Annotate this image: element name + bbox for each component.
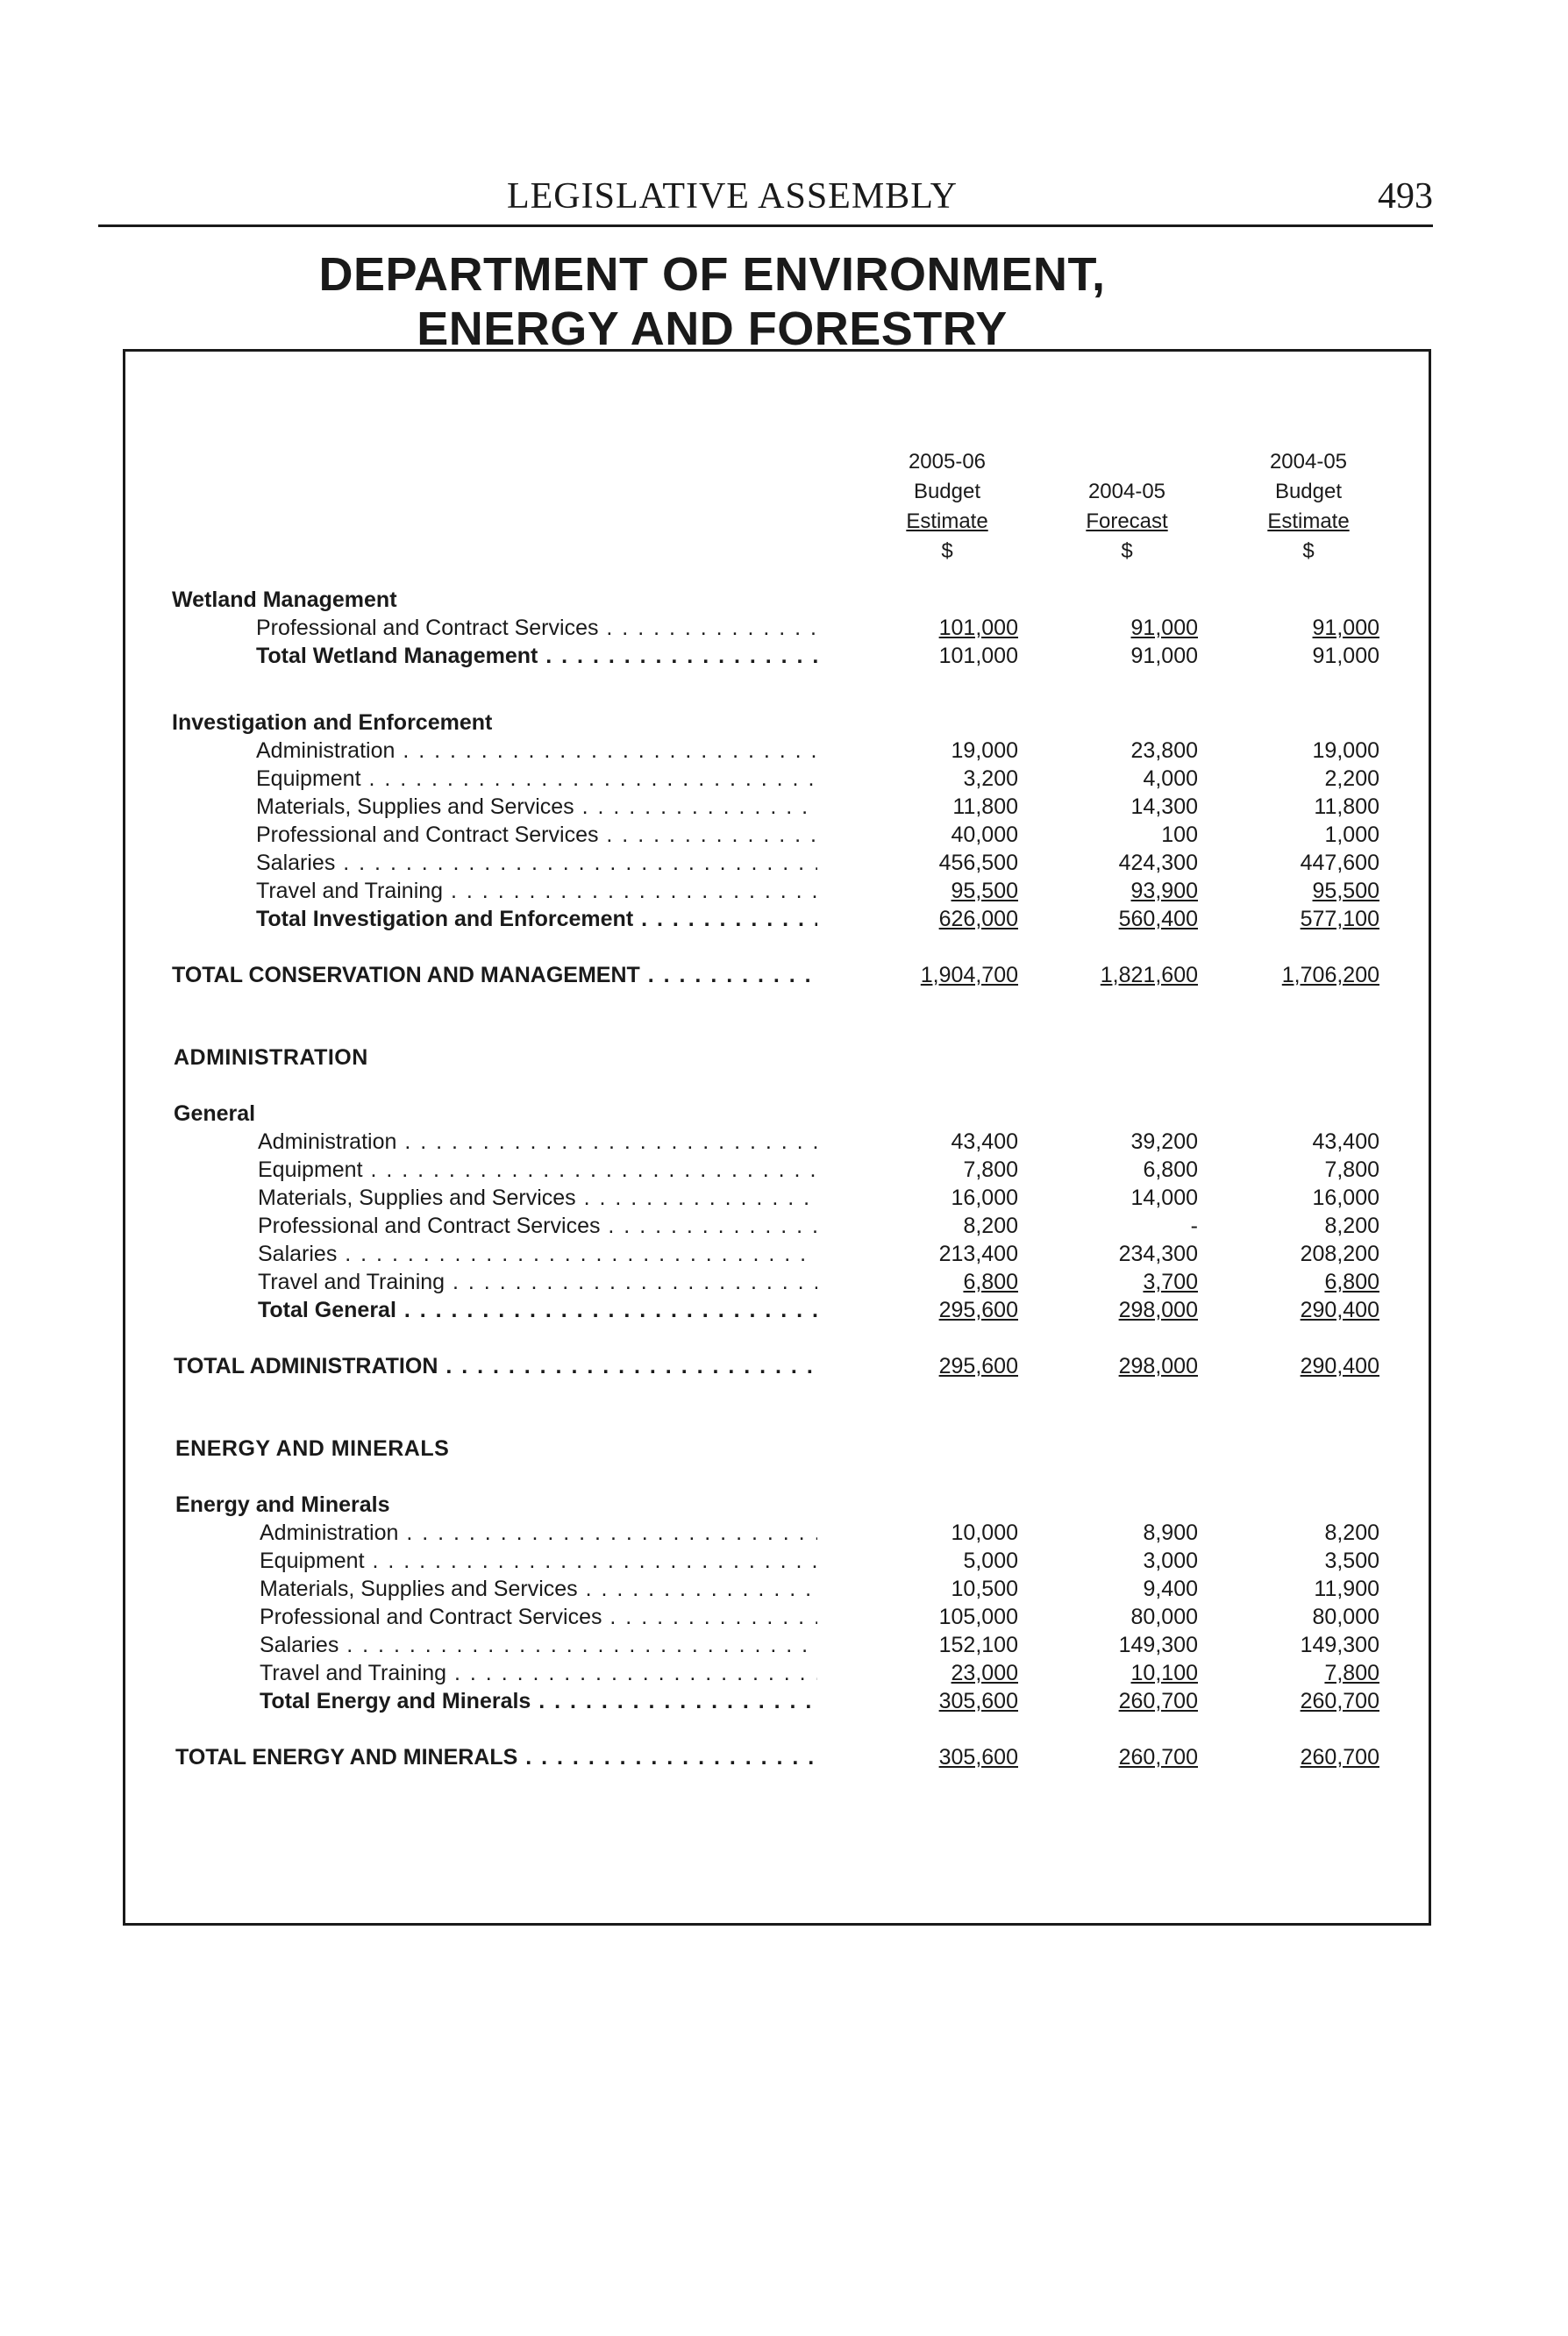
column-header-line	[1022, 447, 1232, 477]
value-2005-06: 23,000	[951, 1661, 1018, 1685]
value-2004-05-forecast: 6,800	[1143, 1157, 1198, 1182]
table-row	[0, 1184, 1568, 1212]
row-label: Equipment . . .	[258, 1156, 817, 1184]
running-head	[98, 175, 1433, 227]
section-heading-energy-minerals: Energy and Minerals	[175, 1492, 390, 1517]
table-row	[0, 821, 1568, 849]
value-2005-06: 101,000	[938, 616, 1018, 640]
column-header-line: $	[941, 539, 953, 563]
value-2004-05-forecast: 91,000	[1130, 644, 1198, 668]
department-title	[0, 247, 1568, 356]
value-2004-05-forecast: 3,700	[1143, 1270, 1198, 1294]
value-2005-06: 3,200	[963, 766, 1018, 791]
value-2005-06: 10,500	[951, 1577, 1018, 1601]
row-label: Administration . . .	[258, 1128, 817, 1156]
value-2005-06: 5,000	[963, 1549, 1018, 1573]
value-2004-05-forecast: 260,700	[1118, 1689, 1198, 1713]
value-2005-06: 10,000	[951, 1521, 1018, 1545]
value-2004-05-forecast: 9,400	[1143, 1577, 1198, 1601]
column-header-line: Estimate	[1267, 509, 1350, 533]
department-title-line1: DEPARTMENT OF ENVIRONMENT,	[318, 248, 1106, 301]
table-row-grand-total	[0, 961, 1568, 989]
table-row	[0, 614, 1568, 642]
value-2004-05-estimate: 91,000	[1312, 644, 1379, 668]
value-2004-05-estimate: 91,000	[1312, 616, 1379, 640]
value-2004-05-forecast: 298,000	[1118, 1298, 1198, 1322]
table-row-total	[0, 1687, 1568, 1715]
row-label: Salaries . . .	[260, 1631, 817, 1659]
value-2005-06: 456,500	[938, 851, 1018, 875]
value-2005-06: 295,600	[938, 1354, 1018, 1378]
table-row-total	[0, 1296, 1568, 1324]
row-label: Equipment . . .	[256, 765, 817, 793]
table-row-total	[0, 642, 1568, 670]
row-label: Travel and Training . . .	[256, 877, 817, 905]
column-header-2005-06-estimate	[842, 447, 1052, 566]
table-row	[0, 737, 1568, 765]
value-2005-06: 8,200	[963, 1214, 1018, 1238]
value-2005-06: 43,400	[951, 1129, 1018, 1154]
row-label: Professional and Contract Services . . .	[256, 614, 817, 642]
value-2005-06: 626,000	[938, 907, 1018, 931]
value-2004-05-estimate: 7,800	[1324, 1661, 1379, 1685]
row-label: Total Wetland Management . . .	[256, 642, 817, 670]
value-2004-05-forecast: 80,000	[1130, 1605, 1198, 1629]
value-2005-06: 1,904,700	[920, 963, 1018, 987]
value-2004-05-forecast: 100	[1161, 823, 1198, 847]
table-row	[0, 849, 1568, 877]
value-2004-05-forecast: 424,300	[1118, 851, 1198, 875]
value-2004-05-forecast: 234,300	[1118, 1242, 1198, 1266]
row-label: Equipment . . .	[260, 1547, 817, 1575]
value-2004-05-forecast: -	[1190, 1214, 1198, 1238]
value-2004-05-estimate: 2,200	[1324, 766, 1379, 791]
row-label: Salaries . . .	[258, 1240, 817, 1268]
value-2004-05-estimate: 43,400	[1312, 1129, 1379, 1154]
column-header-2004-05-forecast	[1022, 447, 1232, 566]
value-2004-05-forecast: 260,700	[1118, 1745, 1198, 1770]
value-2004-05-forecast: 149,300	[1118, 1633, 1198, 1657]
column-header-2004-05-estimate	[1203, 447, 1414, 566]
value-2004-05-forecast: 4,000	[1143, 766, 1198, 791]
column-header-line: Budget	[913, 480, 981, 503]
department-title-line2: ENERGY AND FORESTRY	[417, 303, 1008, 355]
value-2004-05-forecast: 91,000	[1130, 616, 1198, 640]
table-row	[0, 1575, 1568, 1603]
section-heading-wetland: Wetland Management	[172, 588, 397, 612]
value-2004-05-estimate: 149,300	[1300, 1633, 1379, 1657]
table-row	[0, 1128, 1568, 1156]
value-2005-06: 40,000	[951, 823, 1018, 847]
column-header-line: Forecast	[1086, 509, 1168, 533]
value-2004-05-estimate: 1,000	[1324, 823, 1379, 847]
table-row	[0, 1268, 1568, 1296]
value-2005-06: 305,600	[938, 1745, 1018, 1770]
value-2004-05-estimate: 16,000	[1312, 1186, 1379, 1210]
value-2004-05-estimate: 80,000	[1312, 1605, 1379, 1629]
value-2004-05-estimate: 8,200	[1324, 1521, 1379, 1545]
row-label: Materials, Supplies and Services . . .	[258, 1184, 817, 1212]
section-title-administration: ADMINISTRATION	[174, 1045, 368, 1070]
table-row	[0, 1156, 1568, 1184]
table-row	[0, 1240, 1568, 1268]
value-2005-06: 19,000	[951, 738, 1018, 763]
column-header-line: 2004-05	[1087, 480, 1166, 503]
row-label: Administration . . .	[260, 1519, 817, 1547]
row-label: Administration . . .	[256, 737, 817, 765]
column-header-line: $	[1302, 539, 1315, 563]
row-label: Travel and Training . . .	[258, 1268, 817, 1296]
value-2004-05-estimate: 208,200	[1300, 1242, 1379, 1266]
value-2004-05-estimate: 95,500	[1312, 879, 1379, 903]
row-label: Professional and Contract Services . . .	[256, 821, 817, 849]
value-2004-05-forecast: 298,000	[1118, 1354, 1198, 1378]
value-2005-06: 16,000	[951, 1186, 1018, 1210]
table-row	[0, 1631, 1568, 1659]
section-heading-investigation: Investigation and Enforcement	[172, 710, 493, 735]
value-2004-05-forecast: 10,100	[1130, 1661, 1198, 1685]
row-label: TOTAL ADMINISTRATION . . .	[174, 1352, 817, 1380]
value-2004-05-forecast: 1,821,600	[1100, 963, 1198, 987]
value-2004-05-forecast: 560,400	[1118, 907, 1198, 931]
table-row	[0, 765, 1568, 793]
column-header-line: 2005-06	[908, 450, 987, 474]
table-row	[0, 1212, 1568, 1240]
value-2004-05-estimate: 260,700	[1300, 1745, 1379, 1770]
page-number: 493	[1378, 176, 1433, 217]
table-row-grand-total	[0, 1352, 1568, 1380]
value-2005-06: 105,000	[938, 1605, 1018, 1629]
table-row	[0, 1659, 1568, 1687]
value-2004-05-estimate: 6,800	[1324, 1270, 1379, 1294]
value-2004-05-estimate: 7,800	[1324, 1157, 1379, 1182]
value-2004-05-estimate: 447,600	[1300, 851, 1379, 875]
row-label: TOTAL CONSERVATION AND MANAGEMENT . . .	[172, 961, 817, 989]
value-2005-06: 305,600	[938, 1689, 1018, 1713]
value-2005-06: 7,800	[963, 1157, 1018, 1182]
value-2004-05-forecast: 14,300	[1130, 794, 1198, 819]
value-2004-05-estimate: 11,900	[1314, 1577, 1379, 1601]
row-label: Total General . . .	[258, 1296, 817, 1324]
row-label: Professional and Contract Services . . .	[258, 1212, 817, 1240]
column-header-line: Budget	[1274, 480, 1343, 503]
table-row	[0, 1603, 1568, 1631]
section-heading-general: General	[174, 1101, 256, 1126]
value-2004-05-forecast: 93,900	[1130, 879, 1198, 903]
value-2004-05-estimate: 8,200	[1324, 1214, 1379, 1238]
row-label: Materials, Supplies and Services . . .	[260, 1575, 817, 1603]
value-2004-05-estimate: 290,400	[1300, 1354, 1379, 1378]
section-title-energy-minerals: ENERGY AND MINERALS	[175, 1436, 450, 1461]
row-label: Travel and Training . . .	[260, 1659, 817, 1687]
table-row	[0, 1519, 1568, 1547]
value-2004-05-forecast: 8,900	[1143, 1521, 1198, 1545]
value-2004-05-estimate: 577,100	[1300, 907, 1379, 931]
value-2005-06: 101,000	[938, 644, 1018, 668]
row-label: Total Investigation and Enforcement . . .	[256, 905, 817, 933]
table-row	[0, 793, 1568, 821]
value-2005-06: 6,800	[963, 1270, 1018, 1294]
value-2005-06: 11,800	[952, 794, 1018, 819]
value-2004-05-estimate: 3,500	[1324, 1549, 1379, 1573]
table-row-grand-total	[0, 1743, 1568, 1771]
value-2005-06: 152,100	[938, 1633, 1018, 1657]
column-header-line: $	[1121, 539, 1133, 563]
value-2004-05-forecast: 23,800	[1130, 738, 1198, 763]
value-2005-06: 213,400	[938, 1242, 1018, 1266]
value-2004-05-forecast: 39,200	[1130, 1129, 1198, 1154]
value-2004-05-estimate: 1,706,200	[1281, 963, 1379, 987]
row-label: Materials, Supplies and Services . . .	[256, 793, 817, 821]
running-head-title: LEGISLATIVE ASSEMBLY	[507, 176, 958, 217]
row-label: Professional and Contract Services . . .	[260, 1603, 817, 1631]
table-row-total	[0, 905, 1568, 933]
row-label: TOTAL ENERGY AND MINERALS . . .	[175, 1743, 817, 1771]
value-2004-05-estimate: 260,700	[1300, 1689, 1379, 1713]
column-header-line: 2004-05	[1269, 450, 1348, 474]
value-2004-05-estimate: 290,400	[1300, 1298, 1379, 1322]
value-2004-05-estimate: 19,000	[1312, 738, 1379, 763]
value-2005-06: 95,500	[951, 879, 1018, 903]
column-header-line: Estimate	[906, 509, 988, 533]
table-row	[0, 877, 1568, 905]
value-2004-05-estimate: 11,800	[1314, 794, 1379, 819]
row-label: Salaries . . .	[256, 849, 817, 877]
row-label: Total Energy and Minerals . . .	[260, 1687, 817, 1715]
value-2004-05-forecast: 14,000	[1130, 1186, 1198, 1210]
value-2005-06: 295,600	[938, 1298, 1018, 1322]
table-row	[0, 1547, 1568, 1575]
value-2004-05-forecast: 3,000	[1143, 1549, 1198, 1573]
